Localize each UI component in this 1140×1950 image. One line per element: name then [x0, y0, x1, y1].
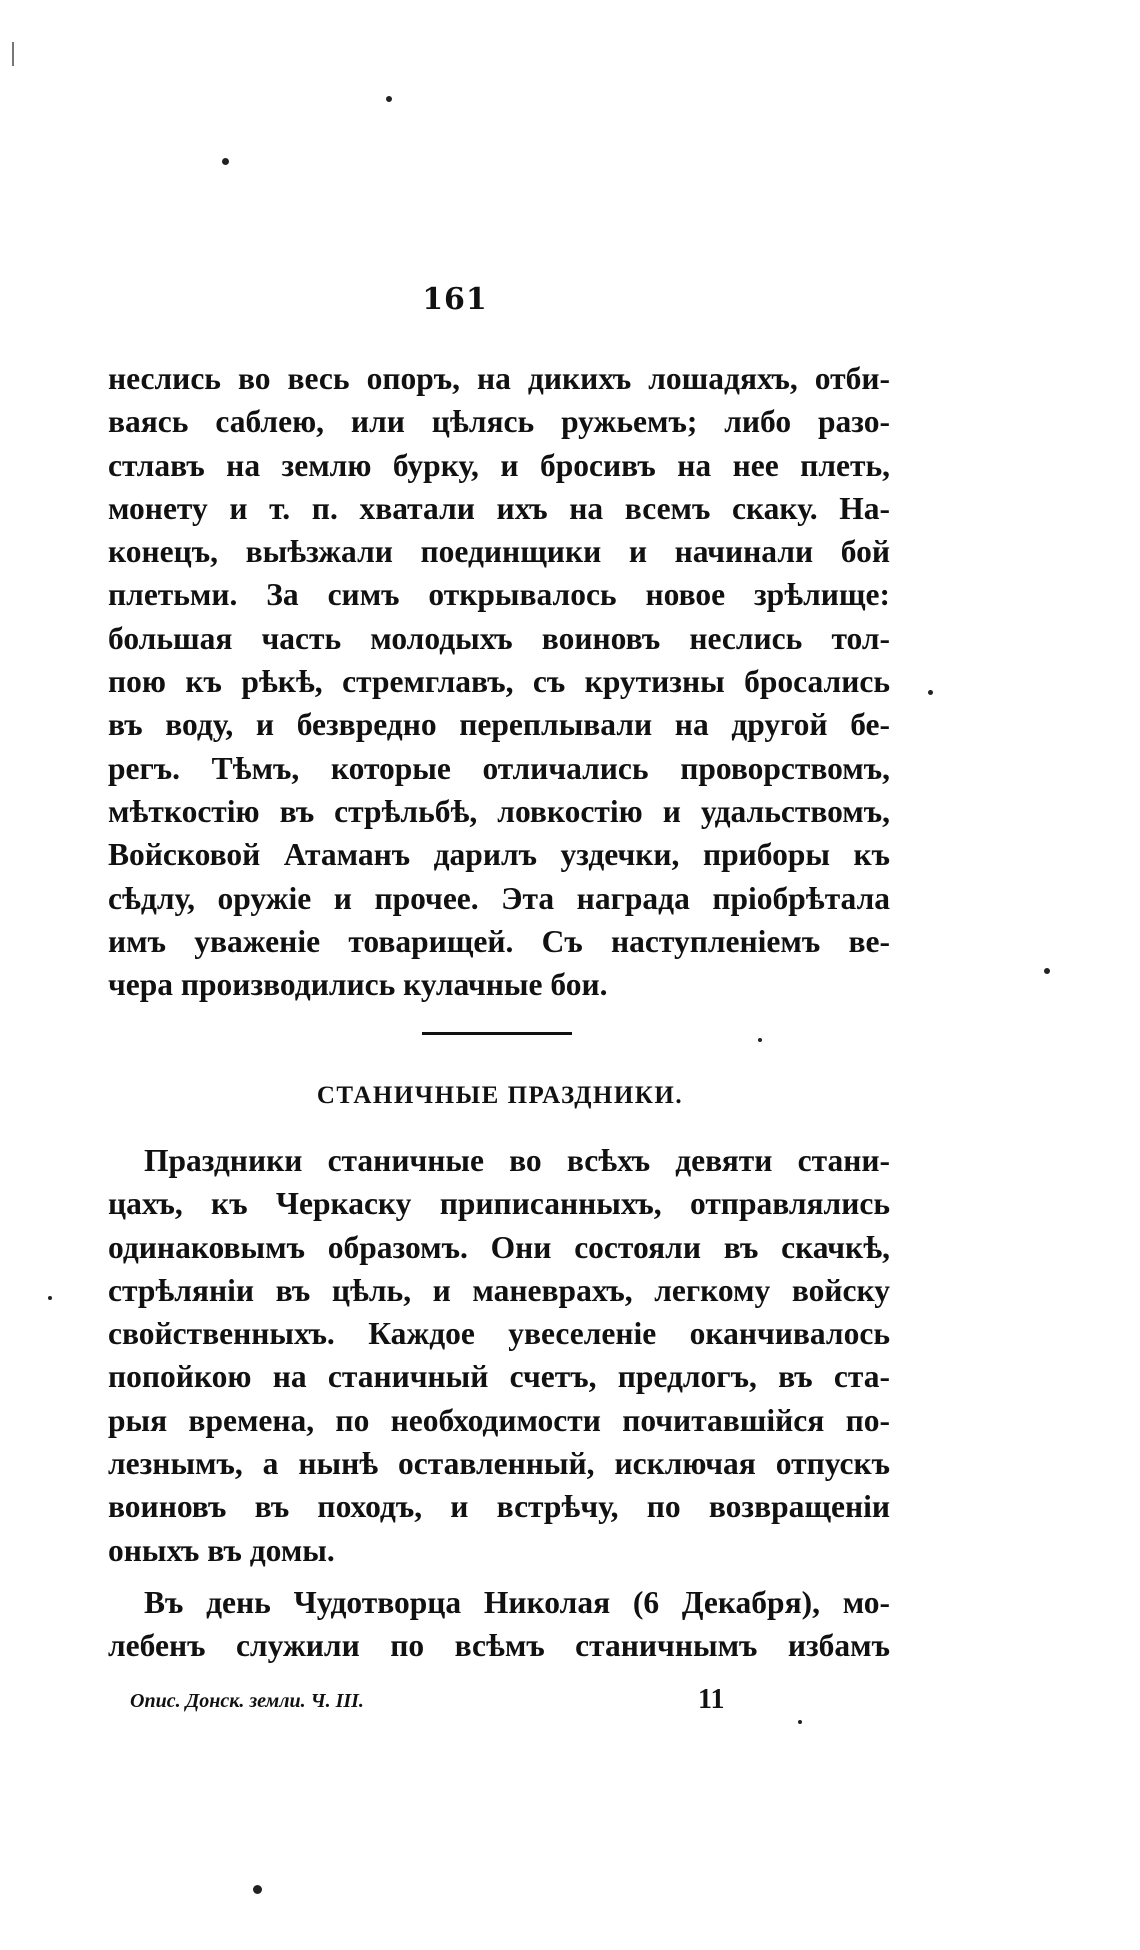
text-line: ваясь саблею, или цѣлясь ружьемъ; либо разо- [108, 404, 890, 440]
text-line: свойственныхъ. Каждое увеселеніе оканчивалось [108, 1316, 890, 1352]
text-line: стлавъ на землю бурку, и бросивъ на нее плеть, [108, 447, 890, 483]
continuation-paragraph [108, 357, 890, 1006]
text-line: мѣткостію въ стрѣльбѣ, ловкостію и удальствомъ, [108, 793, 890, 829]
text-line: Праздники станичные во всѣхъ девяти стани- [144, 1143, 890, 1178]
text-line: плетьми. За симъ открывалось новое зрѣлище: [108, 577, 890, 613]
text-line: воиновъ въ походъ, и встрѣчу, по возвращеніи [108, 1489, 890, 1525]
ink-speck [928, 690, 933, 695]
text-line: одинаковымъ образомъ. Они состояли въ скачкѣ, [108, 1229, 890, 1265]
text-line: большая часть молодыхъ воиновъ неслись тол- [108, 620, 890, 656]
text-line: рыя времена, по необходимости почитавшійся по- [108, 1402, 890, 1438]
text-line: оныхъ въ домы. [108, 1532, 335, 1568]
text-line: монету и т. п. хватали ихъ на всемъ скаку. На- [108, 490, 890, 526]
section-heading: СТАНИЧНЫЕ ПРАЗДНИКИ. [316, 1082, 684, 1109]
text-line: цахъ, къ Черкаску приписанныхъ, отправлялись [108, 1186, 890, 1222]
text-line: конецъ, выѣзжали поединщики и начинали бой [108, 534, 890, 570]
ink-speck [386, 96, 392, 102]
text-line: чера производились кулачные бои. [108, 967, 608, 1003]
text-line: лезнымъ, а нынѣ оставленный, исключая отпускъ [108, 1446, 890, 1482]
paragraph-st-nicholas-day [108, 1581, 890, 1668]
text-line: Войсковой Атаманъ дарилъ уздечки, приборы къ [108, 837, 890, 873]
ink-speck [253, 1885, 262, 1894]
text-line: имъ уваженіе товарищей. Съ наступленіемъ ве- [108, 923, 890, 959]
text-line: сѣдлу, оружіе и прочее. Эта награда пріобрѣтала [108, 880, 890, 916]
paragraph-station-holidays [108, 1139, 890, 1572]
text-line: неслись во весь опоръ, на дикихъ лошадяхъ, отби- [108, 361, 890, 396]
page-footer [130, 1684, 780, 1724]
ink-speck [798, 1720, 802, 1724]
text-line: пою къ рѣкѣ, стремглавъ, съ крутизны бросались [108, 664, 890, 700]
text-line: стрѣляніи въ цѣль, и маневрахъ, легкому войску [108, 1272, 890, 1308]
text-line: регъ. Тѣмъ, которые отличались проворствомъ, [108, 750, 890, 786]
ink-speck [222, 158, 229, 165]
ink-speck [758, 1038, 762, 1042]
text-line: Въ день Чудотворца Николая (6 Декабря), мо- [144, 1585, 890, 1620]
sheet-number: 11 [698, 1684, 725, 1715]
section-divider [422, 1032, 572, 1035]
ink-speck [48, 1296, 52, 1300]
text-line: попойкою на станичный счетъ, предлогъ, въ ста- [108, 1359, 890, 1395]
scan-edge-mark [12, 42, 14, 66]
page-number: 161 [422, 282, 488, 317]
footer-signature: Опис. Донск. земли. Ч. III. [130, 1690, 364, 1712]
ink-speck [1044, 968, 1050, 974]
text-line: въ воду, и безвредно переплывали на другой бе- [108, 707, 890, 743]
text-line: лебенъ служили по всѣмъ станичнымъ избамъ [108, 1628, 890, 1664]
